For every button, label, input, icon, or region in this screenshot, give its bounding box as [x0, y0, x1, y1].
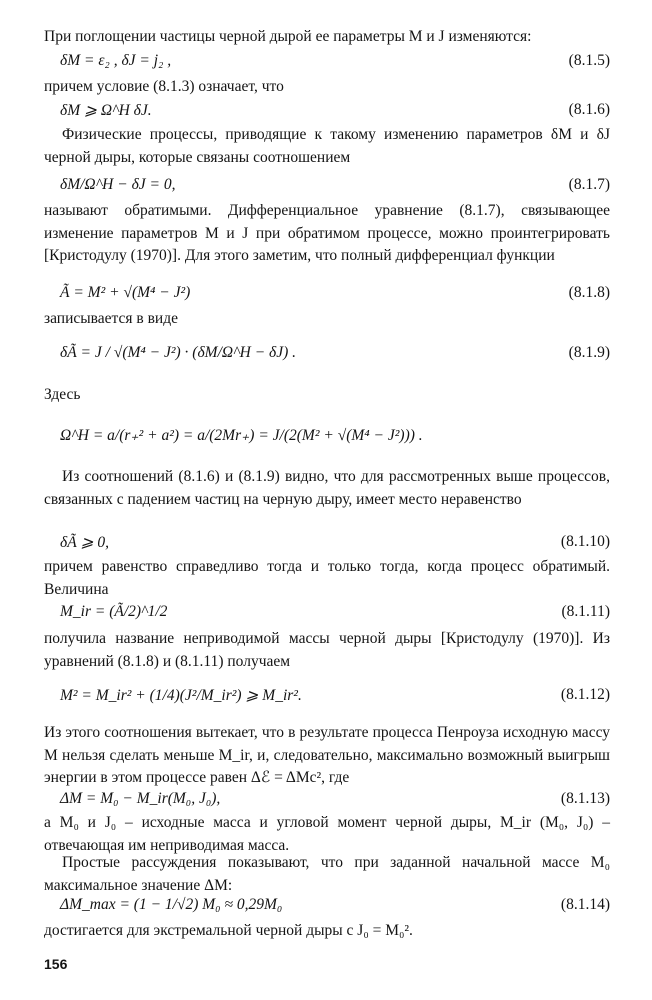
equation-formula: ΔM_max = (1 − 1/√2) M₀ ≈ 0,29M₀ [60, 896, 283, 913]
extremal-text: достигается для экстремальной черной дыры с J₀ = M₀². [44, 922, 413, 939]
equation-number: (8.1.14) [560, 896, 610, 913]
equation-formula: Ã = M² + √(M⁴ − J²) [60, 284, 191, 301]
equation-8-1-5 [60, 52, 610, 76]
reversible-text: называют обратимыми. Дифференциальное уравнение (8.1.7), связывающее изменение параметров M и J при обратимом процессе, можно проинтегрировать [Кристодулу (1970)]. Для этого заметим, что полный дифференциал функции [44, 202, 610, 264]
equation-8-1-10 [60, 533, 610, 557]
equation-formula: Ω^H = a/(r₊² + a²) = a/(2Mr₊) = J/(2(M² + √(M⁴ − J²))) . [60, 427, 423, 444]
paragraph-equality [44, 556, 610, 601]
initial-text: a M₀ и J₀ – исходные масса и угловой момент черной дыры, M_ir (M₀, J₀) – отвечающая им неприводимая масса. [44, 814, 610, 854]
equation-number: (8.1.11) [561, 603, 610, 620]
paragraph-from-relations [44, 466, 610, 511]
from-relations-text: Из соотношений (8.1.6) и (8.1.9) видно, что для рассмотренных выше процессов, связанных с падением частиц на черную дыру, имеет место неравенство [44, 468, 610, 508]
paragraph-reversible [44, 200, 610, 268]
intro-text: При поглощении частицы черной дырой ее параметры M и J изменяются: [44, 28, 532, 45]
here-text: Здесь [44, 386, 81, 403]
named-text: получила название неприводимой массы черной дыры [Кристодулу (1970)]. Из уравнений (8.1.8) и (8.1.11) получаем [44, 630, 610, 670]
paragraph-penrose [44, 722, 610, 790]
paragraph-physical-processes [44, 124, 610, 169]
equation-number: (8.1.12) [560, 686, 610, 703]
equation-omega-h [60, 426, 610, 454]
paragraph-initial [44, 812, 610, 857]
page-number: 156 [44, 956, 68, 972]
equation-8-1-7 [60, 176, 610, 200]
paragraph-condition [44, 76, 610, 99]
written-text: записывается в виде [44, 310, 178, 327]
equation-formula: M² = M_ir² + (1/4)(J²/M_ir²) ⩾ M_ir². [60, 687, 302, 704]
equation-number: (8.1.13) [560, 790, 610, 807]
equation-formula: δÃ ⩾ 0, [60, 534, 110, 551]
equation-formula: ΔM = M₀ − M_ir(M₀, J₀), [60, 790, 221, 807]
equation-formula: M_ir = (Ã/2)^1/2 [60, 603, 168, 620]
equation-formula: δM = ε₂ , δJ = j₂ , [60, 52, 172, 69]
equation-8-1-14 [60, 896, 610, 920]
equation-8-1-6 [60, 101, 610, 125]
equation-number: (8.1.7) [568, 176, 610, 193]
condition-text: причем условие (8.1.3) означает, что [44, 78, 284, 95]
equation-number: (8.1.5) [568, 52, 610, 69]
physical-processes-text: Физические процессы, приводящие к такому изменению параметров δM и δJ черной дыры, которые связаны соотношением [44, 126, 610, 166]
paragraph-simple [44, 852, 610, 897]
paragraph-written [44, 308, 610, 331]
paragraph-named [44, 628, 610, 673]
paragraph-intro [44, 26, 610, 49]
equation-formula: δM/Ω^H − δJ = 0, [60, 176, 176, 193]
penrose-text: Из этого соотношения вытекает, что в результате процесса Пенроуза исходную массу M нельзя сделать меньше M_ir, и, следовательно, максимально возможный выигрыш энергии в этом процессе равен Δℰ = ΔMc², где [44, 724, 610, 786]
paragraph-extremal [44, 920, 610, 943]
equation-8-1-12 [60, 686, 610, 714]
paragraph-here [44, 384, 610, 407]
equation-number: (8.1.10) [560, 533, 610, 550]
equation-number: (8.1.8) [568, 284, 610, 301]
equation-8-1-13 [60, 790, 610, 814]
equation-number: (8.1.9) [568, 344, 610, 361]
equation-formula: δM ⩾ Ω^H δJ. [60, 102, 152, 119]
equation-number: (8.1.6) [568, 101, 610, 118]
equation-8-1-9 [60, 344, 610, 374]
equation-8-1-11 [60, 603, 610, 627]
equation-formula: δÃ = J / √(M⁴ − J²) · (δM/Ω^H − δJ) . [60, 344, 297, 361]
simple-text: Простые рассуждения показывают, что при заданной начальной массе M₀ максимальное значение ΔM: [44, 854, 610, 894]
equality-text: причем равенство справедливо тогда и только тогда, когда процесс обратимый. Величина [44, 558, 610, 598]
